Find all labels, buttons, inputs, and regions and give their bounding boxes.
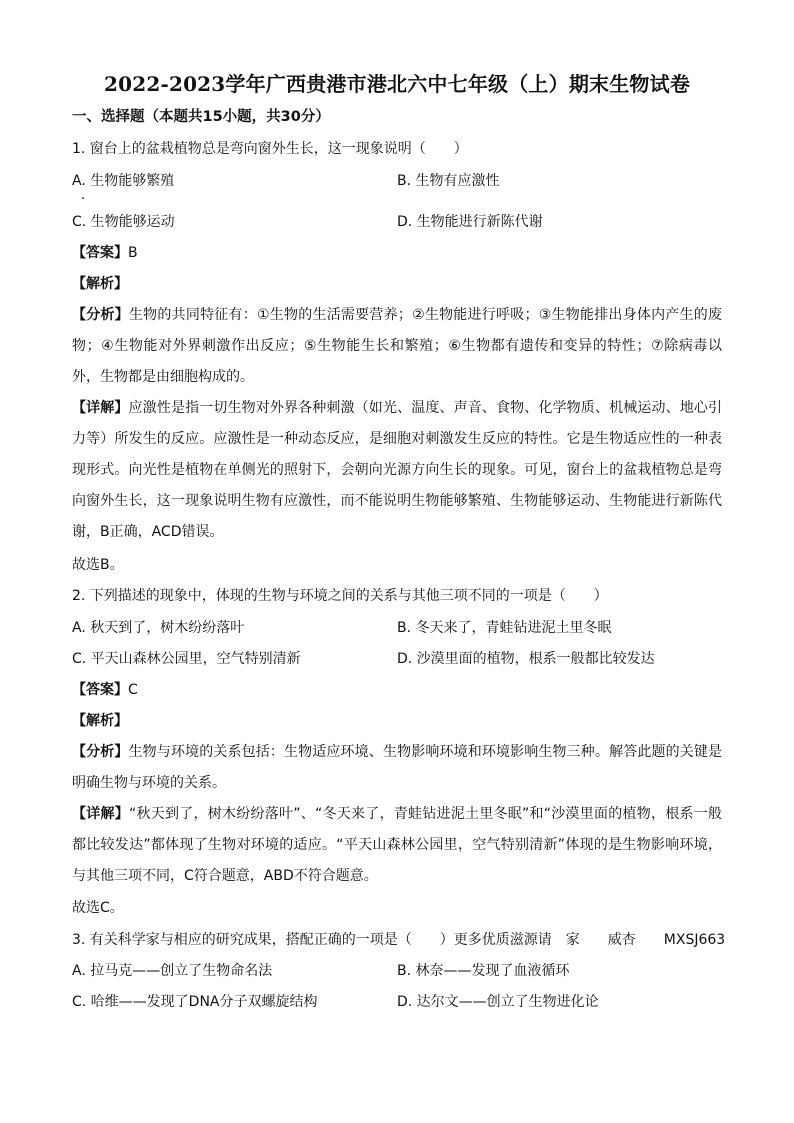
question-1-conclusion: 故选B。 [72,557,124,573]
question-1-option-a: A. 生物能够繁殖 [72,173,175,189]
question-2-option-d: D. 沙漠里面的植物，根系一般都比较发达 [397,651,655,667]
fenxi-text: 生物的共同特征有：①生物的生活需要营养；②生物能进行呼吸；③生物能排出身体内产生的废物；④生物能对外界刺激作出反应；⑤生物能生长和繁殖；⑥生物都有遗传和变异的特性；⑦除病毒以外，生物都是由细胞构成的。 [72,307,722,385]
section-heading: 一、选择题（本题共15小题，共30分） [72,109,330,125]
question-2-fenxi [72,737,722,799]
answer-value: C [128,682,138,698]
xiangjie-text: “秋天到了，树木纷纷落叶”、“冬天来了，青蛙钻进泥土里冬眠”和“沙漠里面的植物，根系一般都比较发达”都体现了生物对环境的适应。“平天山森林公园里，空气特别清新”体现的是生物影响环境，与其他三项不同，C符合题意，ABD不符合题意。 [72,806,722,884]
answer-value: B [128,245,138,261]
fenxi-tag: 【分析】 [72,744,129,760]
analysis-tag: 【解析】 [72,276,128,292]
question-2-option-a: A. 秋天到了，树木纷纷落叶 [72,620,245,636]
fenxi-text: 生物与环境的关系包括：生物适应环境、生物影响环境和环境影响生物三种。解答此题的关键是明确生物与环境的关系。 [72,744,723,791]
question-1-option-b: B. 生物有应激性 [397,173,500,189]
question-1-answer [72,243,722,263]
question-1-analysis-tag [72,274,722,294]
question-2-xiangjie [72,799,722,892]
question-3-option-a: A. 拉马克——创立了生物命名法 [72,963,273,979]
stray-dot-mark [82,197,84,199]
question-2-analysis-tag [72,711,722,731]
question-1-stem: 1. 窗台上的盆栽植物总是弯向窗外生长，这一现象说明（ ） [72,141,468,157]
question-3-stem: 3. 有关科学家与相应的研究成果，搭配正确的一项是（ ）更多优质滋源请 家 威杏 MXSJ663 [72,932,726,948]
answer-tag: 【答案】 [72,245,128,261]
xiangjie-tag: 【详解】 [72,400,129,416]
fenxi-tag: 【分析】 [72,307,129,323]
question-3-option-d: D. 达尔文——创立了生物进化论 [397,994,599,1010]
question-1-option-c: C. 生物能够运动 [72,214,175,230]
xiangjie-tag: 【详解】 [72,806,129,822]
question-1-xiangjie [72,393,722,548]
question-2-option-b: B. 冬天来了，青蛙钻进泥土里冬眠 [397,620,612,636]
question-2-conclusion: 故选C。 [72,900,124,916]
question-1-option-d: D. 生物能进行新陈代谢 [397,214,543,230]
question-1-fenxi [72,300,722,393]
question-3-option-b: B. 林奈——发现了血液循环 [397,963,570,979]
question-2-answer [72,680,722,700]
question-2-option-c: C. 平天山森林公园里，空气特别清新 [72,651,301,667]
question-3-option-c: C. 哈维——发现了DNA分子双螺旋结构 [72,994,318,1010]
analysis-tag: 【解析】 [72,713,128,729]
answer-tag: 【答案】 [72,682,128,698]
xiangjie-text: 应激性是指一切生物对外界各种刺激（如光、温度、声音、食物、化学物质、机械运动、地心引力等）所发生的反应。应激性是一种动态反应，是细胞对刺激发生反应的特性。它是生物适应性的一种表现形式。向光性是植物在单侧光的照射下，会朝向光源方向生长的现象。可见，窗台上的盆栽植物总是弯向窗外生长，这一现象说明生物有应激性，而不能说明生物能够繁殖、生物能够运动、生物能进行新陈代谢，B正确，ACD错误。 [72,400,723,540]
question-2-stem: 2. 下列描述的现象中，体现的生物与环境之间的关系与其他三项不同的一项是（ ） [72,588,608,604]
page-title: 2022-2023学年广西贵港市港北六中七年级（上）期末生物试卷 [103,72,691,96]
